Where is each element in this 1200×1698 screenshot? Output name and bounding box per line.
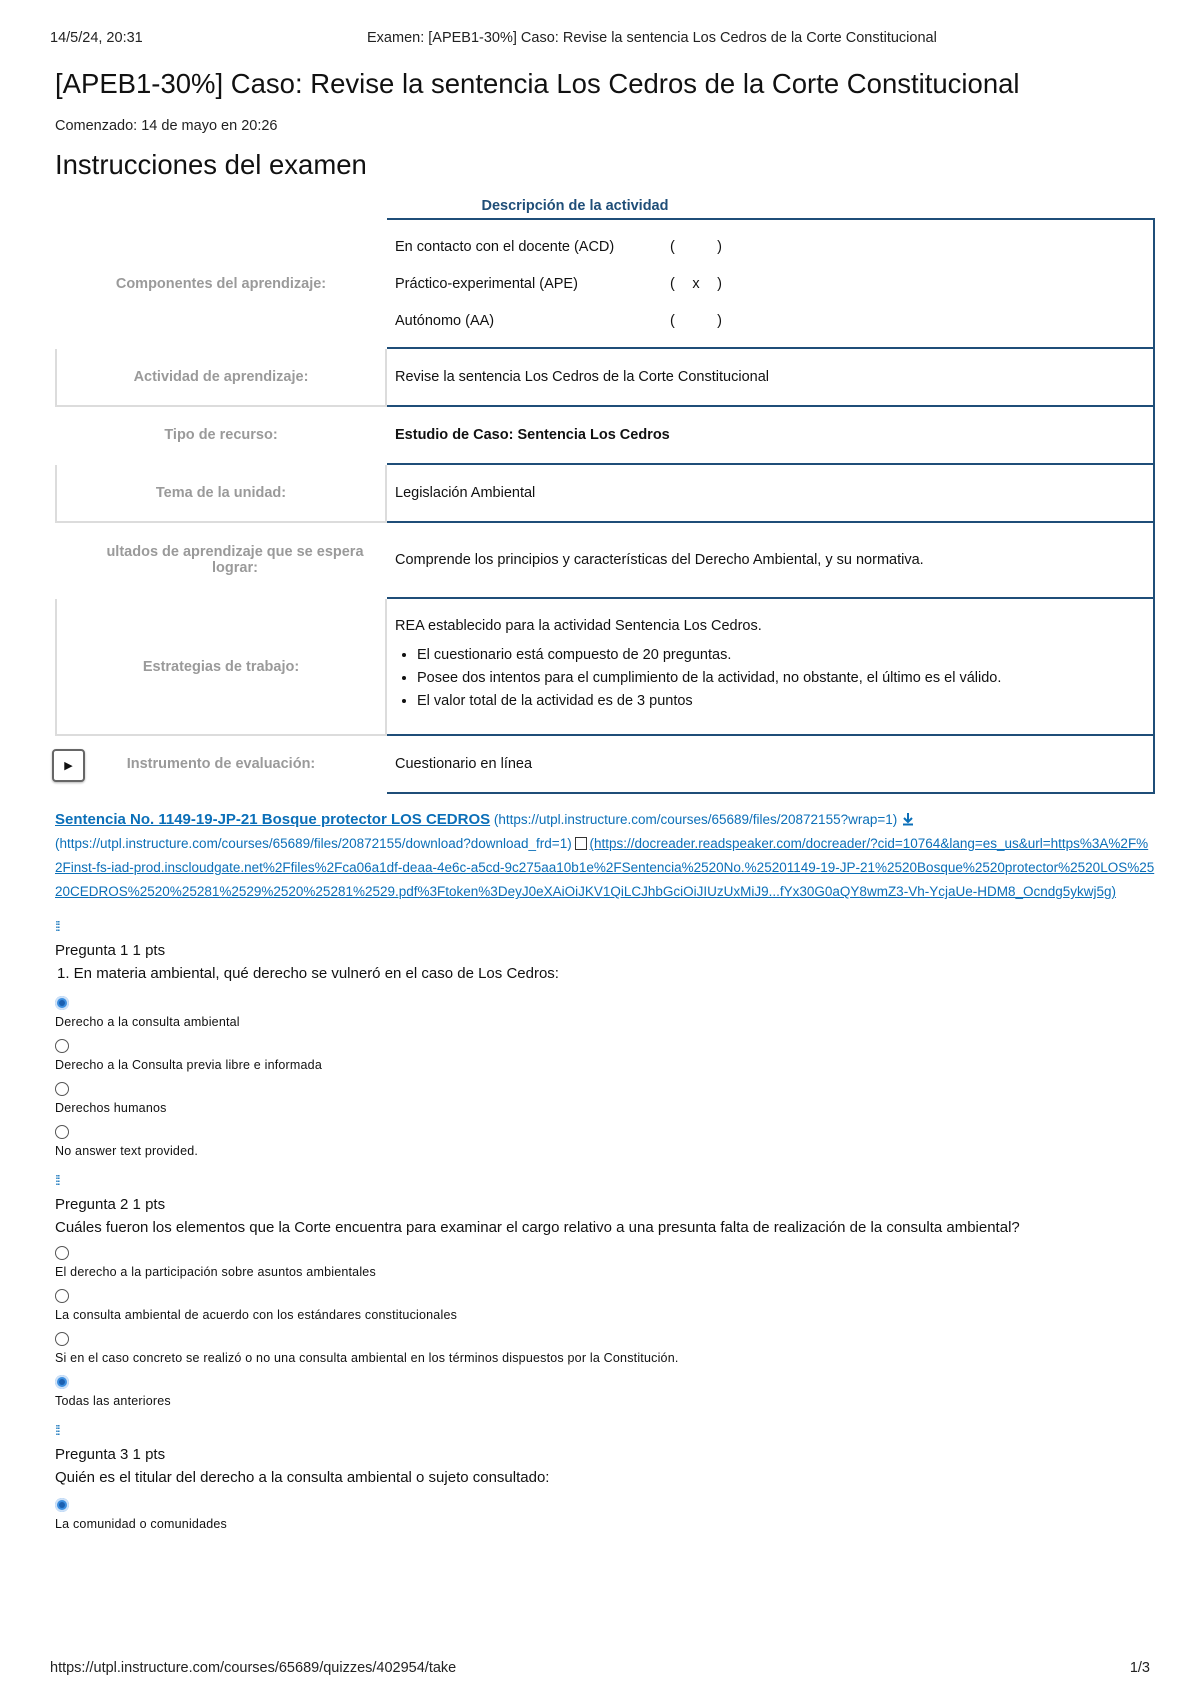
print-date: 14/5/24, 20:31 bbox=[50, 30, 143, 46]
answer-option[interactable] bbox=[55, 1498, 1155, 1531]
resource-row bbox=[56, 406, 1154, 464]
instrument-row bbox=[56, 735, 1154, 793]
download-icon[interactable] bbox=[901, 810, 915, 824]
started-time: Comenzado: 14 de mayo en 20:26 bbox=[55, 118, 278, 134]
components-value bbox=[386, 219, 1154, 348]
radio-icon[interactable] bbox=[55, 1246, 69, 1260]
sentencia-url[interactable]: (https://utpl.instructure.com/courses/65689/files/20872155?wrap=1) bbox=[493, 812, 898, 827]
answer-label: Derechos humanos bbox=[55, 1101, 167, 1115]
radio-selected-icon[interactable] bbox=[55, 1375, 69, 1389]
radio-icon[interactable] bbox=[55, 1289, 69, 1303]
theme-value: Legislación Ambiental bbox=[386, 464, 1154, 522]
answer-option[interactable] bbox=[55, 1332, 1155, 1365]
answer-option[interactable] bbox=[55, 1082, 1155, 1115]
instrument-value: Cuestionario en línea bbox=[386, 735, 1154, 793]
instructions-heading: Instrucciones del examen bbox=[55, 149, 367, 180]
instrument-label: Instrumento de evaluación: bbox=[126, 756, 316, 772]
answer-option[interactable] bbox=[55, 996, 1155, 1029]
download-url[interactable]: (https://utpl.instructure.com/courses/65689/files/20872155/download?download_frd=1) bbox=[55, 836, 572, 851]
question-text: Quién es el titular del derecho a la consulta ambiental o sujeto consultado: bbox=[55, 1469, 550, 1486]
question-header: Pregunta 2 1 pts bbox=[55, 1196, 166, 1213]
drag-handle-icon[interactable]: ⁞⁞ bbox=[55, 918, 59, 934]
answer-option[interactable] bbox=[55, 1246, 1155, 1279]
theme-row bbox=[56, 464, 1154, 522]
print-header bbox=[50, 30, 1150, 50]
answer-option[interactable] bbox=[55, 1375, 1155, 1408]
activity-table bbox=[55, 218, 1155, 794]
strategies-value bbox=[386, 598, 1154, 735]
answer-label: Derecho a la consulta ambiental bbox=[55, 1015, 240, 1029]
answer-label: El derecho a la participación sobre asuntos ambientales bbox=[55, 1265, 376, 1279]
activity-row bbox=[56, 348, 1154, 406]
list-item: • El cuestionario está compuesto de 20 preguntas. bbox=[417, 644, 1145, 667]
print-footer bbox=[50, 1660, 1150, 1676]
question-header: Pregunta 3 1 pts bbox=[55, 1446, 166, 1463]
expand-toggle-button[interactable] bbox=[52, 749, 85, 782]
activity-table-wrap bbox=[55, 218, 1155, 794]
radio-icon[interactable] bbox=[55, 1125, 69, 1139]
question-3 bbox=[55, 1422, 1155, 1531]
strategies-label: Estrategias de trabajo: bbox=[56, 598, 386, 735]
components-row bbox=[56, 219, 1154, 348]
resource-links bbox=[55, 808, 1155, 904]
answer-label: Todas las anteriores bbox=[55, 1394, 171, 1408]
answer-label: Derecho a la Consulta previa libre e informada bbox=[55, 1058, 322, 1072]
strategies-intro: REA establecido para la actividad Sentencia Los Cedros. bbox=[395, 618, 762, 634]
answer-label: No answer text provided. bbox=[55, 1144, 199, 1158]
list-item: • El valor total de la actividad es de 3 puntos bbox=[417, 690, 1145, 713]
question-header: Pregunta 1 1 pts bbox=[55, 942, 166, 959]
question-1 bbox=[55, 918, 1155, 1158]
triangle-right-icon: ▶ bbox=[64, 760, 73, 772]
drag-handle-icon[interactable]: ⁞⁞ bbox=[55, 1422, 59, 1438]
activity-value: Revise la sentencia Los Cedros de la Corte Constitucional bbox=[386, 348, 1154, 406]
component-item: En contacto con el docente (ACD) ( ) bbox=[395, 238, 722, 255]
results-row bbox=[56, 522, 1154, 598]
strategies-row bbox=[56, 598, 1154, 735]
quiz-content bbox=[55, 66, 1155, 1531]
document-reader-icon[interactable] bbox=[575, 837, 587, 850]
radio-icon[interactable] bbox=[55, 1082, 69, 1096]
component-item: Práctico-experimental (APE) ( x ) bbox=[395, 275, 722, 292]
answer-label: La consulta ambiental de acuerdo con los estándares constitucionales bbox=[55, 1308, 458, 1322]
strategies-list bbox=[395, 644, 1145, 713]
sentencia-link[interactable]: Sentencia No. 1149-19-JP-21 Bosque protector LOS CEDROS bbox=[55, 811, 491, 828]
resource-label: Tipo de recurso: bbox=[164, 427, 278, 443]
answer-option[interactable] bbox=[55, 1125, 1155, 1158]
answer-option[interactable] bbox=[55, 1039, 1155, 1072]
results-label: ultados de aprendizaje que se espera lograr: bbox=[106, 544, 364, 576]
drag-handle-icon[interactable]: ⁞⁞ bbox=[55, 1172, 59, 1188]
print-title: Examen: [APEB1-30%] Caso: Revise la sentencia Los Cedros de la Corte Constitucional bbox=[367, 30, 937, 46]
question-2 bbox=[55, 1172, 1155, 1408]
results-value: Comprende los principios y características del Derecho Ambiental, y su normativa. bbox=[386, 522, 1154, 598]
document-reader-link[interactable]: (https://docreader.readspeaker.com/docreader/?cid=10764&lang=es_us&url=https%3A%2F%2Finst-fs-iad-prod.inscloudgate.net%2Ffiles%2Fca06a1df-deaa-4e6c-a5cd-9c275aa10b1e%2FSentencia%2520No.%25201149-19-JP-21%2520Bosque%2520protector%2520LOS%2520CEDROS%2520%25281%2529%2520%25281%2529.pdf%3Ftoken%3DeyJ0eXAiOiJKV1QiLCJhbGciOiJIUzUxMiJ9...fYx30G0aQY8wmZ3-Vh-YcjaUe-HDM8_Ocndg5ykwj5g) bbox=[55, 836, 1155, 899]
quiz-title: [APEB1-30%] Caso: Revise la sentencia Los Cedros de la Corte Constitucional bbox=[55, 68, 1020, 99]
answer-label: La comunidad o comunidades bbox=[55, 1517, 227, 1531]
activity-label: Actividad de aprendizaje: bbox=[56, 348, 386, 406]
answer-label: Si en el caso concreto se realizó o no una consulta ambiental en los términos dispuestos por la Constitución. bbox=[55, 1351, 679, 1365]
theme-label: Tema de la unidad: bbox=[56, 464, 386, 522]
component-item: Autónomo (AA) ( ) bbox=[395, 312, 722, 329]
resource-value: Estudio de Caso: Sentencia Los Cedros bbox=[386, 406, 1154, 464]
footer-url: https://utpl.instructure.com/courses/65689/quizzes/402954/take bbox=[50, 1660, 457, 1676]
question-text: Cuáles fueron los elementos que la Corte encuentra para examinar el cargo relativo a una presunta falta de realización de la consulta ambiental? bbox=[55, 1219, 1020, 1236]
page-number: 1/3 bbox=[1129, 1660, 1150, 1676]
radio-selected-icon[interactable] bbox=[55, 1498, 69, 1512]
components-label: Componentes del aprendizaje: bbox=[115, 275, 327, 292]
activity-description-heading: Descripción de la actividad bbox=[481, 198, 669, 214]
radio-icon[interactable] bbox=[55, 1332, 69, 1346]
radio-selected-icon[interactable] bbox=[55, 996, 69, 1010]
question-text: 1. En materia ambiental, qué derecho se vulneró en el caso de Los Cedros: bbox=[57, 965, 559, 982]
radio-icon[interactable] bbox=[55, 1039, 69, 1053]
answer-option[interactable] bbox=[55, 1289, 1155, 1322]
list-item: • Posee dos intentos para el cumplimiento de la actividad, no obstante, el último es el válido. bbox=[417, 667, 1145, 690]
